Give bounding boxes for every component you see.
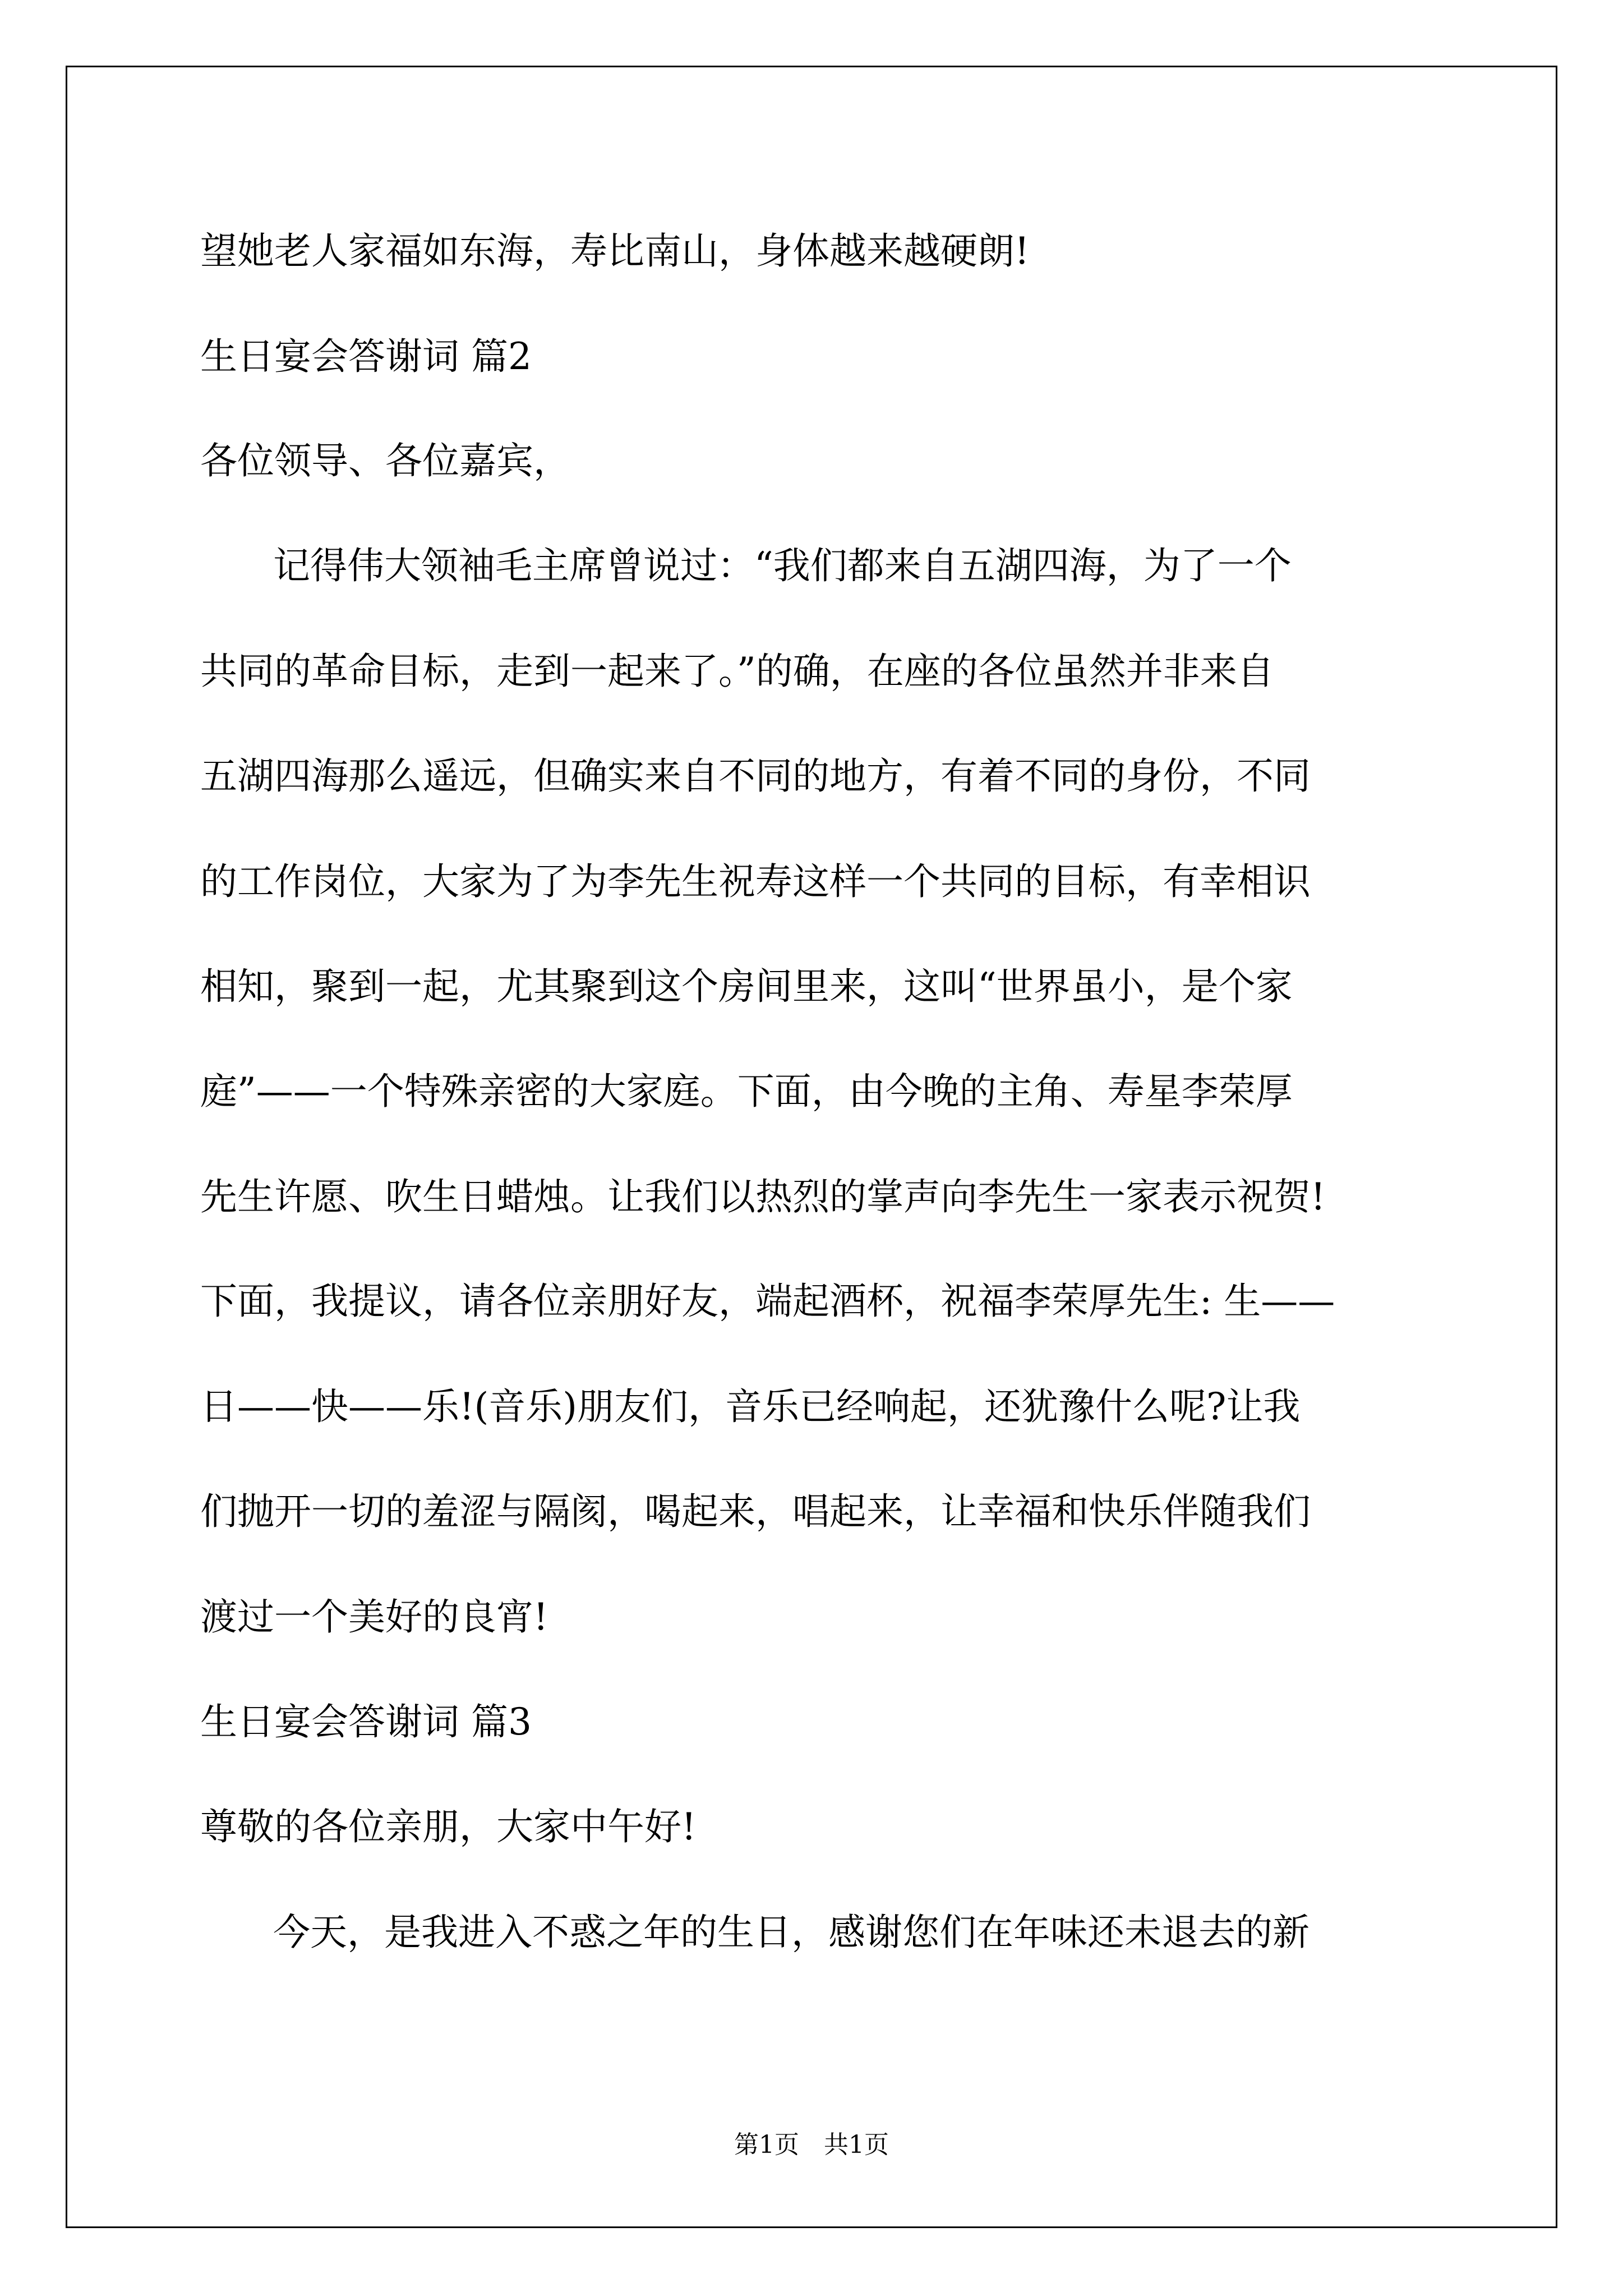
section-heading: 生日宴会答谢词 篇3 <box>200 1700 532 1743</box>
page-border <box>66 66 1557 2228</box>
section-heading: 生日宴会答谢词 篇2 <box>200 335 532 378</box>
paragraph-line: 庭”——一个特殊亲密的大家庭。下面，由今晚的主角、寿星李荣厚 <box>200 1070 1293 1113</box>
salutation: 尊敬的各位亲朋，大家中午好! <box>200 1805 697 1848</box>
paragraph-line: 今天，是我进入不惑之年的生日，感谢您们在年味还未退去的新 <box>273 1911 1310 1954</box>
paragraph-line: 共同的革命目标，走到一起来了。”的确，在座的各位虽然并非来自 <box>200 650 1274 693</box>
page-number-footer: 第1页 共1页 <box>734 2131 889 2159</box>
paragraph-line: 五湖四海那么遥远，但确实来自不同的地方，有着不同的身份，不同 <box>200 754 1311 798</box>
paragraph-line: 的工作岗位，大家为了为李先生祝寿这样一个共同的目标，有幸相识 <box>200 860 1311 903</box>
paragraph-line: 日——快——乐!(音乐)朋友们，音乐已经响起，还犹豫什么呢?让我 <box>200 1385 1301 1428</box>
paragraph-line: 记得伟大领袖毛主席曾说过：“我们都来自五湖四海，为了一个 <box>273 544 1292 587</box>
paragraph-line: 们抛开一切的羞涩与隔阂，喝起来，唱起来，让幸福和快乐伴随我们 <box>200 1490 1311 1533</box>
paragraph-line: 下面，我提议，请各位亲朋好友，端起酒杯，祝福李荣厚先生: 生—— <box>200 1280 1335 1323</box>
paragraph-line: 相知，聚到一起，尤其聚到这个房间里来，这叫“世界虽小，是个家 <box>200 965 1293 1008</box>
text-line: 望她老人家福如东海，寿比南山，身体越来越硬朗! <box>200 229 1030 273</box>
paragraph-line: 先生许愿、吹生日蜡烛。让我们以热烈的掌声向李先生一家表示祝贺! <box>200 1175 1326 1218</box>
salutation: 各位领导、各位嘉宾， <box>200 439 570 482</box>
paragraph-line: 渡过一个美好的良宵! <box>200 1595 548 1639</box>
